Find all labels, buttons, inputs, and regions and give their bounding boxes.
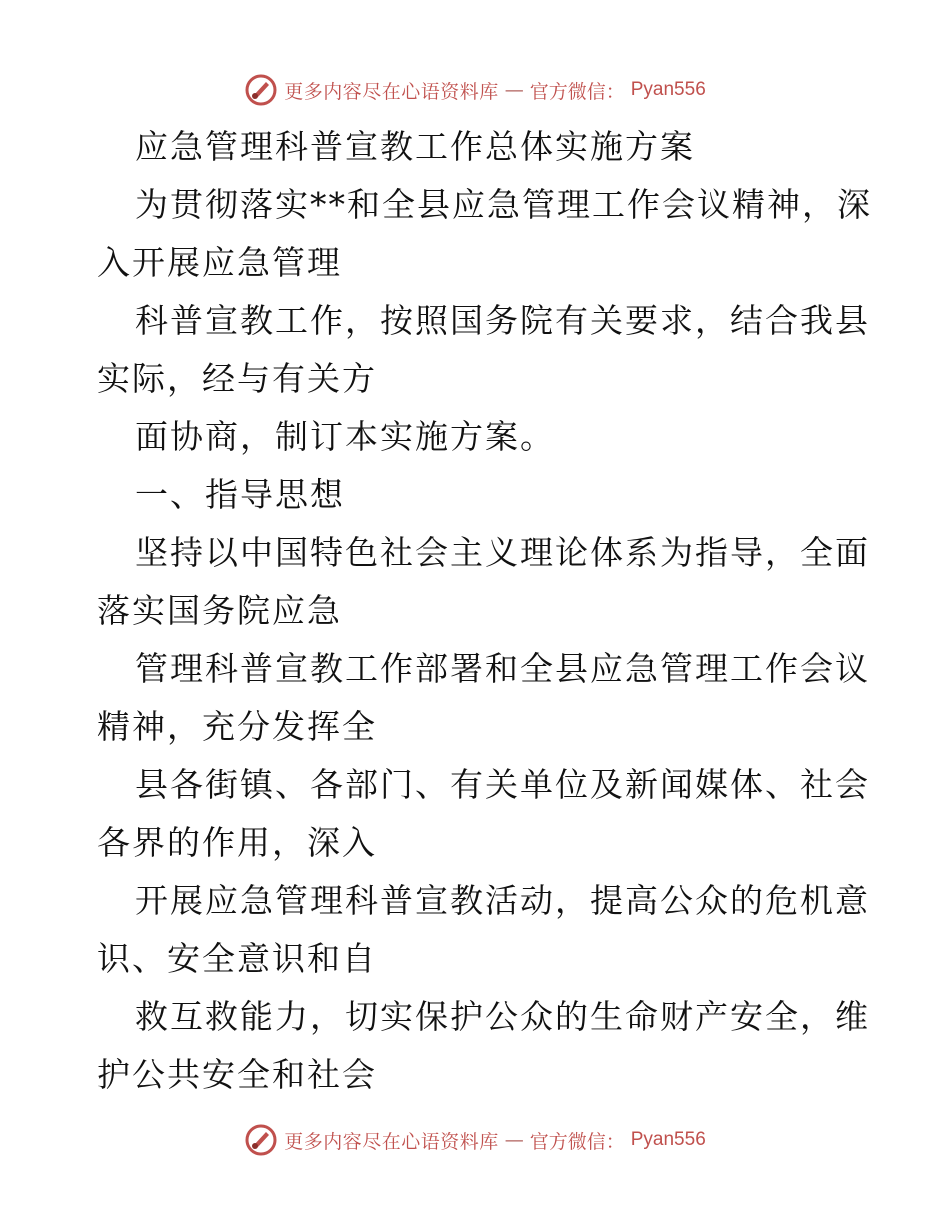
text-line: 管理科普宣教工作部署和全县应急管理工作会议 — [135, 649, 870, 688]
text-line: 一、指导思想 — [135, 475, 345, 514]
watermark-site-text: 更多内容尽在心语资料库 — [284, 1130, 499, 1153]
text-line: 救互救能力，切实保护公众的生命财产安全，维 — [135, 997, 870, 1036]
text-line: 识、安全意识和自 — [97, 939, 377, 978]
text-line: 各界的作用，深入 — [97, 823, 377, 862]
watermark-wechat-label: 官方微信： — [529, 80, 625, 103]
header-watermark — [0, 70, 950, 110]
text-line: 面协商，制订本实施方案。 — [135, 417, 555, 456]
text-line: 为贯彻落实**和全县应急管理工作会议精神，深 — [135, 185, 872, 224]
watermark-wechat-id: Pyan556 — [630, 79, 706, 100]
text-line: 科普宣教工作，按照国务院有关要求，结合我县 — [135, 301, 870, 340]
text-line: 落实国务院应急 — [97, 591, 342, 630]
text-line: 应急管理科普宣教工作总体实施方案 — [135, 127, 695, 166]
text-line: 入开展应急管理 — [97, 243, 342, 282]
text-line: 护公共安全和社会 — [97, 1055, 377, 1094]
watermark-separator: — — [504, 1129, 524, 1151]
text-line: 坚持以中国特色社会主义理论体系为指导，全面 — [135, 533, 870, 572]
watermark-wechat-id: Pyan556 — [630, 1129, 706, 1150]
text-line: 县各街镇、各部门、有关单位及新闻媒体、社会 — [135, 765, 870, 804]
logo-icon — [244, 1123, 278, 1157]
text-line: 实际，经与有关方 — [97, 359, 377, 398]
document-body — [97, 118, 872, 1104]
text-line: 开展应急管理科普宣教活动，提高公众的危机意 — [135, 881, 870, 920]
footer-watermark — [0, 1120, 950, 1160]
logo-icon — [244, 73, 278, 107]
watermark-wechat-label: 官方微信： — [529, 1130, 625, 1153]
text-line: 精神，充分发挥全 — [97, 707, 377, 746]
watermark-separator: — — [504, 79, 524, 101]
watermark-site-text: 更多内容尽在心语资料库 — [284, 80, 499, 103]
